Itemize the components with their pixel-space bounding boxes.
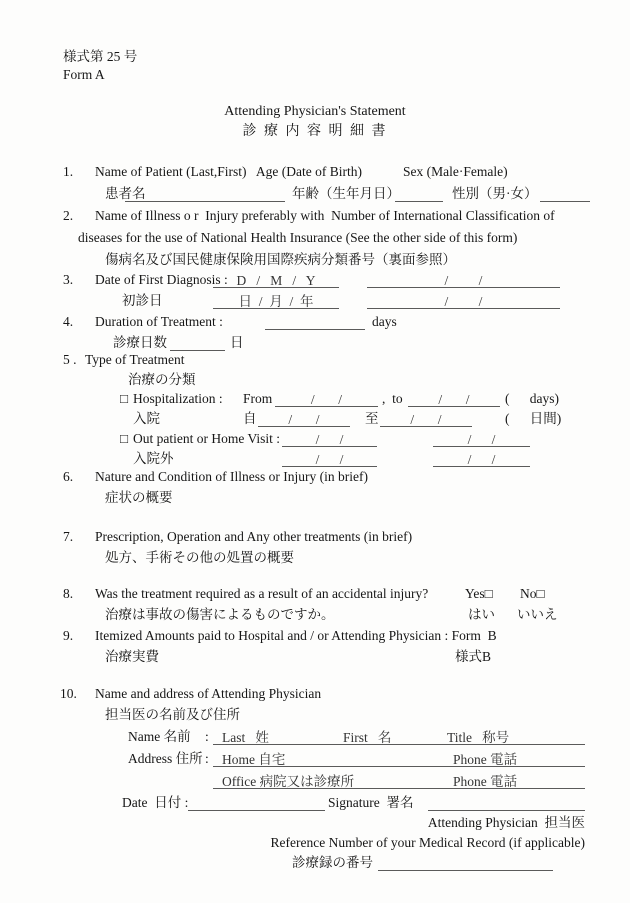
from-slashes-ja: / / (288, 412, 320, 427)
office-address-field[interactable] (213, 772, 585, 789)
patient-name-label: Name of Patient (Last,First) Age (Date of Birth) (95, 164, 362, 179)
illness-label-1: Name of Illness o r Injury preferably with Number of International Classification of (95, 208, 555, 223)
section-10-en (0, 684, 630, 703)
to-label-ja: 至 (365, 411, 379, 426)
condition-label-ja: 症状の概要 (105, 490, 173, 505)
section-4-en (0, 312, 630, 331)
outpatient-label-ja: 入院外 (133, 451, 174, 466)
reference-number-row-ja (0, 853, 630, 872)
outpatient-date-field-1-ja[interactable] (282, 450, 377, 467)
form-code-row (0, 47, 630, 66)
reference-number-label-ja: 診療録の番号 (292, 855, 373, 870)
from-slashes: / / (310, 392, 343, 407)
section-6-en (0, 467, 630, 486)
prescription-label-ja: 処方、手術その他の処置の概要 (105, 550, 294, 565)
duration-days-field-ja[interactable] (170, 334, 225, 351)
diagnosis-date-dmy-field-ja[interactable] (213, 292, 339, 309)
office-phone-guide: Phone 電話 (453, 774, 518, 789)
hospitalization-to-field-ja[interactable] (380, 410, 472, 427)
outpatient-label: Out patient or Home Visit : (133, 431, 281, 446)
outpatient-slashes-2: / / (467, 432, 496, 447)
diagnosis-date-dmy-field[interactable] (213, 271, 339, 288)
signature-field[interactable] (428, 794, 585, 811)
section-7-number: 7. (63, 529, 74, 544)
physician-info-label: Name and address of Attending Physician (95, 686, 322, 701)
section-7-ja (0, 548, 630, 567)
section-3-en (0, 270, 630, 289)
hospitalization-row (0, 389, 630, 408)
outpatient-slashes-1-ja: / / (315, 452, 344, 467)
hospitalization-from-field-ja[interactable] (258, 410, 350, 427)
no-checkbox[interactable]: No□ (520, 586, 545, 601)
address-label: Address 住所 (128, 751, 203, 766)
section-1-ja (0, 184, 630, 203)
illness-label-2: diseases for the use of National Health Insurance (See the other side of this form) (78, 230, 518, 245)
section-3-ja (0, 291, 630, 310)
outpatient-date-field-2[interactable] (433, 430, 530, 447)
home-guide: Home 自宅 (222, 752, 286, 767)
from-label-ja: 自 (243, 411, 257, 426)
itemized-amounts-label: Itemized Amounts paid to Hospital and / or Attending Physician : Form B (95, 628, 497, 643)
section-9-ja (0, 647, 630, 666)
date-label: Date 日付 : (122, 795, 189, 810)
accident-question-label-ja: 治療は事故の傷害によるものですか。 (105, 607, 335, 622)
section-2-ja (0, 250, 630, 269)
dmy-guide: D / M / Y (236, 273, 316, 288)
attending-physician-caption: Attending Physician 担当医 (427, 815, 585, 830)
form-code: 様式第 25 号 (63, 49, 138, 64)
office-guide: Office 病院又は診療所 (222, 774, 355, 789)
section-2-number: 2. (63, 208, 74, 223)
age-field[interactable] (395, 185, 443, 202)
last-name-guide: Last 姓 (222, 730, 269, 745)
itemized-amounts-label-ja: 治療実費 (105, 649, 159, 664)
first-diagnosis-label: Date of First Diagnosis : (95, 272, 228, 287)
section-5-number: 5 . (63, 352, 77, 367)
physician-address-row (0, 749, 630, 768)
days-unit-label-ja: 日 (230, 335, 244, 350)
to-slashes-ja: / / (410, 412, 442, 427)
form-title-ja: 診 療 内 容 明 細 書 (242, 124, 388, 139)
date-signature-row (0, 793, 630, 812)
form-b-label-ja: 様式B (455, 649, 492, 664)
hospitalization-days-paren-ja: ( 日間) (505, 411, 562, 426)
to-label: , to (382, 391, 403, 406)
name-colon: : (205, 729, 209, 744)
section-10-ja (0, 705, 630, 724)
home-address-field[interactable] (213, 750, 585, 767)
outpatient-slashes-2-ja: / / (467, 452, 496, 467)
section-8-ja (0, 605, 630, 624)
hospitalization-row-ja (0, 409, 630, 428)
age-label-ja: 年齢（生年月日） (292, 186, 400, 201)
home-phone-guide: Phone 電話 (453, 752, 518, 767)
form-title-en: Attending Physician's Statement (224, 104, 406, 119)
section-1-en (0, 162, 630, 181)
section-2-en1 (0, 206, 630, 225)
physician-name-field[interactable] (213, 728, 585, 745)
outpatient-date-field-1[interactable] (282, 430, 377, 447)
section-9-number: 9. (63, 628, 74, 643)
first-name-guide: First 名 (343, 730, 392, 745)
name-label: Name 名前 (128, 729, 191, 744)
duration-days-field[interactable] (265, 313, 365, 330)
first-diagnosis-label-ja: 初診日 (122, 293, 163, 308)
duration-label: Duration of Treatment : (95, 314, 223, 329)
outpatient-row-ja (0, 449, 630, 468)
treatment-type-label-ja: 治療の分類 (128, 372, 196, 387)
outpatient-row (0, 429, 630, 448)
form-name: Form A (63, 67, 105, 82)
section-8-en (0, 584, 630, 603)
hospitalization-to-field[interactable] (408, 390, 500, 407)
dmy-guide-ja: 日 / 月 / 年 (238, 294, 314, 309)
section-9-en (0, 626, 630, 645)
date-slashes: / / (444, 273, 483, 288)
reference-number-row (0, 833, 630, 852)
patient-name-field[interactable] (125, 185, 285, 202)
condition-label: Nature and Condition of Illness or Injury (in brief) (95, 469, 368, 484)
title-ja-row (0, 122, 630, 141)
title-en-row (0, 102, 630, 121)
section-7-en (0, 527, 630, 546)
sex-label: Sex (Male·Female) (403, 164, 508, 179)
hospitalization-days-paren: ( days) (505, 391, 559, 406)
section-3-number: 3. (63, 272, 74, 287)
form-a-row (0, 65, 630, 84)
to-slashes: / / (438, 392, 470, 407)
outpatient-date-field-2-ja[interactable] (433, 450, 530, 467)
section-5-ja (0, 370, 630, 389)
address-colon: : (205, 751, 209, 766)
attending-physician-row (0, 813, 630, 832)
accident-question-label: Was the treatment required as a result of an accidental injury? (95, 586, 429, 601)
signature-label: Signature 署名 (328, 795, 414, 810)
no-label-ja: いいえ (517, 607, 558, 622)
from-label: From (243, 391, 273, 406)
section-6-number: 6. (63, 469, 74, 484)
section-5-title (0, 350, 630, 369)
sex-field[interactable] (540, 185, 590, 202)
physician-info-label-ja: 担当医の名前及び住所 (105, 707, 240, 722)
outpatient-checkbox[interactable]: □ (120, 431, 129, 446)
patient-name-label-ja: 患者名 (105, 186, 146, 201)
duration-label-ja: 診療日数 (113, 335, 167, 350)
hospitalization-checkbox[interactable]: □ (120, 391, 129, 406)
hospitalization-label: Hospitalization : (133, 391, 223, 406)
title-guide: Title 称号 (447, 730, 510, 745)
outpatient-slashes-1: / / (315, 432, 344, 447)
diagnosis-date-field-ja[interactable] (367, 292, 560, 309)
section-8-number: 8. (63, 586, 74, 601)
prescription-label: Prescription, Operation and Any other treatments (in brief) (95, 529, 413, 544)
date-field[interactable] (188, 794, 325, 811)
section-6-ja (0, 488, 630, 507)
days-unit-label: days (372, 314, 397, 329)
hospitalization-label-ja: 入院 (133, 411, 160, 426)
section-4-number: 4. (63, 314, 74, 329)
reference-number-label: Reference Number of your Medical Record (if applicable) (270, 835, 585, 850)
physician-office-row (0, 771, 630, 790)
section-2-en2 (0, 228, 630, 247)
section-1-number: 1. (63, 164, 74, 179)
yes-checkbox[interactable]: Yes□ (465, 586, 493, 601)
section-10-number: 10. (60, 686, 77, 701)
date-slashes-ja: / / (444, 294, 483, 309)
physician-name-row (0, 727, 630, 746)
sex-label-ja: 性別（男·女） (452, 186, 538, 201)
treatment-type-label: Type of Treatment (85, 352, 185, 367)
illness-label-ja: 傷病名及び国民健康保険用国際疾病分類番号（裏面参照） (105, 252, 456, 267)
diagnosis-date-field[interactable] (367, 271, 560, 288)
reference-number-field[interactable] (378, 854, 553, 871)
yes-label-ja: はい (468, 607, 495, 622)
hospitalization-from-field[interactable] (275, 390, 378, 407)
